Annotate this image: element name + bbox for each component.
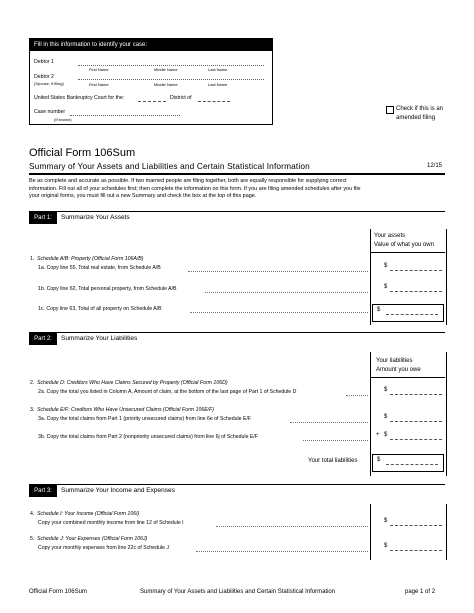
line-5-text: Copy your monthly expenses from line 22c of Schedule J — [38, 545, 169, 551]
line-5-amount[interactable] — [390, 550, 442, 551]
item4-number: 4. — [30, 511, 35, 517]
line-1a-leader — [188, 271, 368, 272]
instructions — [29, 178, 361, 201]
part2-col-head-1: Your liabilities — [376, 358, 413, 364]
part1-header — [29, 211, 445, 224]
part2-col-head-2: Amount you owe — [376, 367, 421, 373]
item1-number: 1. — [30, 256, 35, 262]
total-liabilities-label: Your total liabilities — [308, 458, 358, 464]
district-label: District of — [170, 95, 192, 101]
title-rule — [29, 173, 445, 175]
line-1a-text: 1a. Copy line 55, Total real estate, from Schedule A/B — [38, 265, 161, 271]
instructions-line-1: Be as complete and accurate as possible. If two married people are filing together, both are equally responsible for supplying correct — [29, 178, 347, 184]
part3-tag: Part 3: — [29, 485, 57, 497]
case-number-label: Case number — [34, 109, 66, 115]
line-3b-leader — [303, 440, 368, 441]
instructions-line-2: information. Fill out all of your schedules first; then complete the information on this form. If you are filing amended schedules after you file — [29, 185, 361, 192]
form-revision: 12/15 — [427, 163, 443, 169]
if-known-note: (If known) — [54, 117, 72, 122]
line-3a-leader — [290, 422, 368, 423]
item2-title: Schedule D: Creditors Who Have Claims Secured by Property (Official Form 106D) — [37, 380, 228, 386]
item2-number: 2. — [30, 380, 35, 386]
item1-title: Schedule A/B: Property (Official Form 106A/B) — [37, 256, 144, 262]
line-1b-text: 1b. Copy line 62, Total personal property, from Schedule A/B — [38, 286, 177, 292]
line-1b-dollar: $ — [384, 284, 388, 290]
line-2a-leader — [346, 395, 368, 396]
total-liabilities-box — [372, 454, 444, 472]
line-1a-dollar: $ — [384, 263, 388, 269]
item3-number: 3. — [30, 407, 35, 413]
part3-amount-column — [370, 504, 447, 560]
debtor1-first-name-caption: First Name — [89, 67, 109, 72]
item3-title: Schedule E/F: Creditors Who Have Unsecured Claims (Official Form 106E/F) — [37, 407, 215, 413]
form-title: Summary of Your Assets and Liabilities and Certain Statistical Information — [29, 161, 310, 171]
part1-tag: Part 1: — [29, 212, 57, 224]
line-1c-dollar: $ — [377, 307, 381, 313]
line-1b-amount[interactable] — [390, 291, 442, 292]
debtor1-middle-name-caption: Middle Name — [154, 67, 178, 72]
footer-page-number: page 1 of 2 — [405, 589, 436, 595]
debtor2-label: Debtor 2 — [34, 74, 54, 80]
line-3a-text: 3a. Copy the total claims from Part 1 (priority unsecured claims) from line 6e of Schedule E/F — [38, 416, 252, 422]
court-field[interactable] — [138, 101, 166, 102]
line-2a-dollar: $ — [384, 387, 388, 393]
part2-title: Summarize Your Liabilities — [61, 335, 138, 342]
form-name: Official Form 106Sum — [29, 147, 136, 159]
debtor2-middle-name-caption: Middle Name — [154, 82, 178, 87]
line-4-amount[interactable] — [390, 525, 442, 526]
line-3b-text: 3b. Copy the total claims from Part 2 (nonpriority unsecured claims) from line 6j of Schedule E/F — [38, 434, 258, 440]
debtor2-first-name-caption: First Name — [89, 82, 109, 87]
line-4-leader — [216, 526, 368, 527]
debtor1-label: Debtor 1 — [34, 59, 54, 65]
footer-title: Summary of Your Assets and Liabilities and Certain Statistical Information — [140, 589, 336, 595]
court-label: United States Bankruptcy Court for the: — [34, 95, 125, 101]
case-number-field[interactable] — [70, 115, 180, 116]
item5-title: Schedule J: Your Expenses (Official Form 106J) — [37, 536, 148, 542]
part3-header — [29, 484, 445, 497]
line-1a-amount[interactable] — [390, 270, 442, 271]
part2-tag: Part 2: — [29, 333, 57, 345]
line-4-dollar: $ — [384, 518, 388, 524]
line-3b-dollar: $ — [384, 432, 388, 438]
line-1c-amount[interactable] — [386, 314, 438, 315]
line-1c-text: 1c. Copy line 63, Total of all property on Schedule A/B — [38, 306, 162, 312]
amended-filing-label-1: Check if this is an — [396, 106, 444, 112]
line-3b-plus: + — [376, 432, 380, 438]
case-identification-box — [29, 38, 273, 125]
case-identification-header: Fill in this information to identify your case: — [30, 39, 272, 51]
district-field[interactable] — [198, 101, 230, 102]
part3-title: Summarize Your Income and Expenses — [61, 487, 175, 494]
line-2a-amount[interactable] — [390, 394, 442, 395]
total-liabilities-dollar: $ — [377, 457, 381, 463]
line-4-text: Copy your combined monthly income from line 12 of Schedule I — [38, 520, 184, 526]
debtor2-last-name-caption: Last Name — [208, 82, 228, 87]
instructions-line-3: your original forms, you must fill out a new Summary and check the box at the top of this page. — [29, 193, 257, 200]
line-1c-total-box — [372, 304, 444, 322]
total-liabilities-amount[interactable] — [386, 464, 438, 465]
debtor1-last-name-caption: Last Name — [208, 67, 228, 72]
part1-col-rule — [370, 252, 445, 253]
part1-title: Summarize Your Assets — [61, 214, 130, 221]
line-2a-text: 2a. Copy the total you listed in Column A, Amount of claim, at the bottom of the last page of Part 1 of Schedule D — [38, 389, 297, 395]
debtor2-name-field[interactable] — [78, 79, 264, 80]
part2-header — [29, 332, 445, 345]
debtor1-name-field[interactable] — [78, 65, 264, 66]
line-3a-amount[interactable] — [390, 421, 442, 422]
item4-title: Schedule I: Your Income (Official Form 106I) — [37, 511, 140, 517]
part1-col-head-1: Your assets — [374, 233, 406, 239]
line-1b-leader — [205, 292, 368, 293]
item5-number: 5. — [30, 536, 35, 542]
part1-col-head-2: Value of what you own — [374, 242, 434, 248]
footer-form-name: Official Form 106Sum — [29, 589, 87, 595]
part2-col-rule — [370, 377, 445, 378]
amended-filing-checkbox[interactable] — [386, 106, 394, 114]
line-3b-amount[interactable] — [390, 439, 442, 440]
debtor2-spouse-note: (Spouse, if filing) — [34, 81, 64, 86]
line-1c-leader — [190, 312, 368, 313]
line-5-dollar: $ — [384, 543, 388, 549]
line-3a-dollar: $ — [384, 414, 388, 420]
line-5-leader — [196, 551, 368, 552]
amended-filing-label-2: amended filing — [396, 115, 436, 121]
